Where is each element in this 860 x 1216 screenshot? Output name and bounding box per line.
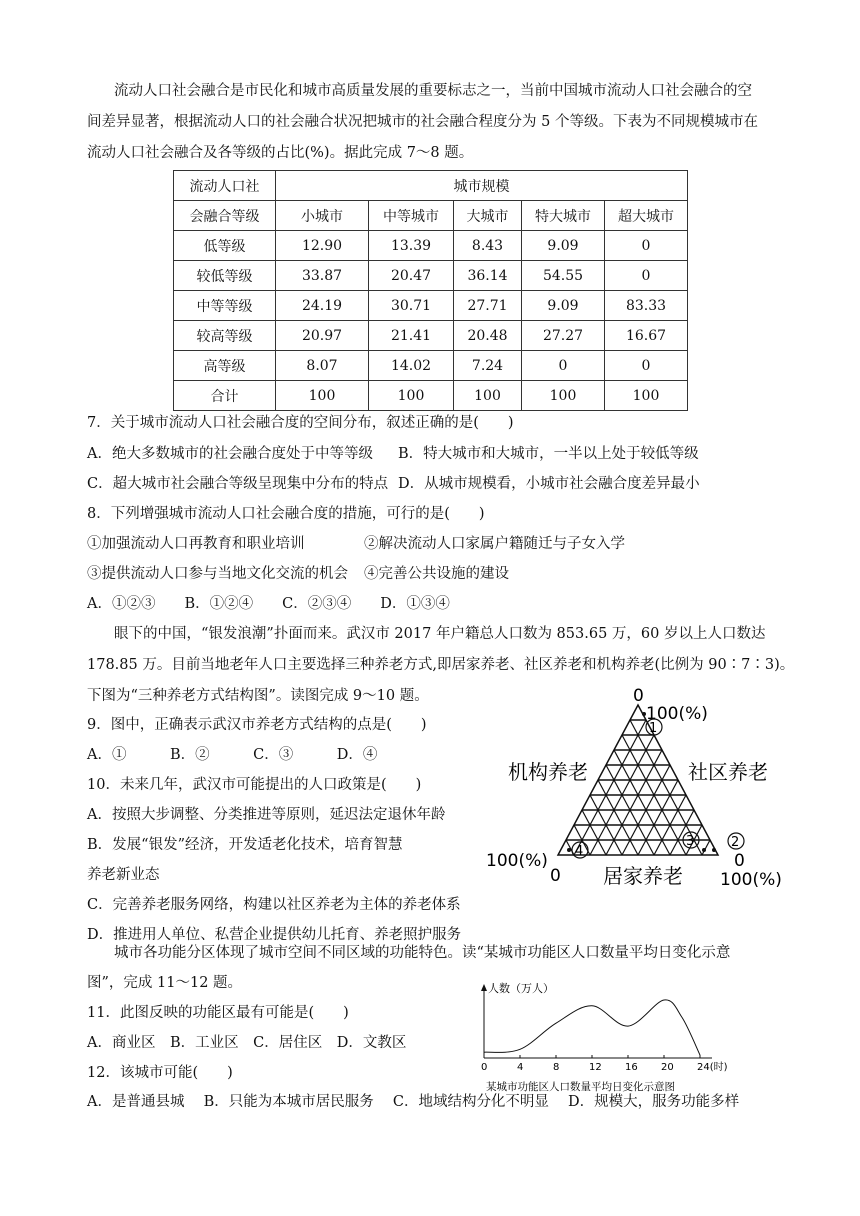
intro3-line1: 城市各功能分区体现了城市空间不同区域的功能特色。读“某城市功能区人口数量平均日变化示意 <box>114 945 731 961</box>
row-label: 较高等级 <box>174 321 276 351</box>
q10-option-b-cont: 养老新业态 <box>87 867 160 883</box>
integration-table <box>173 170 688 411</box>
x-tick-label: 12 <box>589 1062 602 1073</box>
cell: 0 <box>605 231 688 261</box>
point-1-label: 1 <box>649 721 658 736</box>
x-tick-label: 4 <box>517 1062 524 1073</box>
cell: 33.87 <box>276 261 369 291</box>
cell: 30.71 <box>369 291 454 321</box>
chart-ylabel: 人数（万人） <box>488 982 554 995</box>
row-label: 高等级 <box>174 351 276 381</box>
q8-options: A．①②③ B．①②④ C．②③④ D．①③④ <box>87 596 450 612</box>
cell: 14.02 <box>369 351 454 381</box>
q9-stem: 9．图中，正确表示武汉市养老方式结构的点是( ) <box>87 717 427 733</box>
cell: 16.67 <box>605 321 688 351</box>
cell: 0 <box>522 351 605 381</box>
cell: 9.09 <box>522 291 605 321</box>
q11-stem: 11．此图反映的功能区最有可能是( ) <box>87 1005 349 1021</box>
left-100-label: 100(%) <box>486 851 548 871</box>
q7-option-d: D．从城市规模看，小城市社会融合度差异最小 <box>398 476 700 492</box>
cell: 12.90 <box>276 231 369 261</box>
cell: 20.48 <box>454 321 522 351</box>
intro2-line1: 眼下的中国，“银发浪潮”扑面而来。武汉市 2017 年户籍总人口数为 853.65 万，60 岁以上人口数达 <box>114 626 766 642</box>
cell: 100 <box>522 381 605 411</box>
table-row <box>174 351 688 381</box>
table-row <box>174 291 688 321</box>
x-tick-label: 24(时) <box>697 1062 728 1073</box>
top-zero-label: 0 <box>633 686 644 706</box>
table-col-header: 大城市 <box>454 201 522 231</box>
q8-item-4: ④完善公共设施的建设 <box>364 566 509 582</box>
cell: 83.33 <box>605 291 688 321</box>
point-4-label: 4 <box>575 844 584 859</box>
table-col-header: 特大城市 <box>522 201 605 231</box>
q8-stem: 8．下列增强城市流动人口社会融合度的措施，可行的是( ) <box>87 506 485 522</box>
cell: 100 <box>276 381 369 411</box>
institution-label: 机构养老 <box>508 760 588 784</box>
cell: 27.71 <box>454 291 522 321</box>
point-3-dot <box>712 848 716 852</box>
x-tick-label: 20 <box>661 1062 674 1073</box>
point-2-label: 2 <box>731 835 740 850</box>
chart-caption: 某城市功能区人口数量平均日变化示意图 <box>486 1081 675 1093</box>
cell: 100 <box>369 381 454 411</box>
row-label: 较低等级 <box>174 261 276 291</box>
cell: 20.97 <box>276 321 369 351</box>
q11-options: A．商业区 B．工业区 C．居住区 D．文教区 <box>87 1035 407 1051</box>
cell: 100 <box>605 381 688 411</box>
intro1-line3: 流动人口社会融合及各等级的占比(%)。据此完成 7～8 题。 <box>87 145 474 161</box>
table-row <box>174 261 688 291</box>
q10-option-b: B．发展“银发”经济，开发适老化技术，培育智慧 <box>87 837 403 853</box>
cell: 9.09 <box>522 231 605 261</box>
q7-option-b: B．特大城市和大城市，一半以上处于较低等级 <box>398 446 699 462</box>
cell: 7.24 <box>454 351 522 381</box>
table-corner-bottom: 会融合等级 <box>174 201 276 231</box>
point-1-dot <box>642 712 646 716</box>
y-axis-arrow <box>481 984 487 991</box>
cell: 54.55 <box>522 261 605 291</box>
cell: 0 <box>605 351 688 381</box>
point-3-label: 3 <box>686 834 695 849</box>
row-label: 合计 <box>174 381 276 411</box>
cell: 27.27 <box>522 321 605 351</box>
q10-option-d: D．推进用人单位、私营企业提供幼儿托育、养老照护服务 <box>87 927 462 943</box>
cell: 8.43 <box>454 231 522 261</box>
q9-options: A．① B．② C．③ D．④ <box>87 747 378 763</box>
row-label: 中等等级 <box>174 291 276 321</box>
intro3-line2: 图”，完成 11～12 题。 <box>87 975 243 991</box>
q8-item-2: ②解决流动人口家属户籍随迁与子女入学 <box>364 536 625 552</box>
intro2-line3: 下图为“三种养老方式结构图”。读图完成 9～10 题。 <box>87 688 429 704</box>
table-row <box>174 231 688 261</box>
intro1-line2: 间差异显著，根据流动人口的社会融合状况把城市的社会融合程度分为 5 个等级。下表为不同规模城市在 <box>87 114 758 130</box>
ternary-diagram <box>478 683 788 893</box>
q12-stem: 12．该城市可能( ) <box>87 1065 233 1081</box>
point-4-dot <box>567 848 571 852</box>
row-label: 低等级 <box>174 231 276 261</box>
right-100-label: 100(%) <box>720 870 782 890</box>
community-label: 社区养老 <box>688 760 768 784</box>
table-row <box>174 381 688 411</box>
table-row <box>174 321 688 351</box>
point-2-dot <box>702 848 706 852</box>
population-curve <box>484 1000 700 1055</box>
population-line-chart <box>474 978 744 1096</box>
intro2-line2: 178.85 万。目前当地老年人口主要选择三种养老方式,即居家养老、社区养老和机构养老(比例为 90∶7∶3)。 <box>87 657 795 673</box>
table-col-header: 中等城市 <box>369 201 454 231</box>
q7-option-a: A．绝大多数城市的社会融合度处于中等等级 <box>87 446 373 462</box>
cell: 13.39 <box>369 231 454 261</box>
table-group-header: 城市规模 <box>276 171 688 201</box>
top-100-label: 100(%) <box>646 704 708 724</box>
q10-option-a: A．按照大步调整、分类推进等原则，延迟法定退休年龄 <box>87 807 446 823</box>
x-tick-label: 0 <box>481 1062 488 1073</box>
q7-stem: 7．关于城市流动人口社会融合度的空间分布，叙述正确的是( ) <box>87 415 514 431</box>
table-col-header: 小城市 <box>276 201 369 231</box>
q7-option-c: C．超大城市社会融合等级呈现集中分布的特点 <box>87 476 389 492</box>
x-tick-label: 8 <box>553 1062 560 1073</box>
x-tick-label: 16 <box>625 1062 638 1073</box>
intro1-line1: 流动人口社会融合是市民化和城市高质量发展的重要标志之一，当前中国城市流动人口社会融合的空 <box>114 83 752 99</box>
q10-stem: 10．未来几年，武汉市可能提出的人口政策是( ) <box>87 777 422 793</box>
q8-item-3: ③提供流动人口参与当地文化交流的机会 <box>87 566 348 582</box>
cell: 0 <box>605 261 688 291</box>
cell: 20.47 <box>369 261 454 291</box>
q8-item-1: ①加强流动人口再教育和职业培训 <box>87 536 305 552</box>
q10-option-c: C．完善养老服务网络，构建以社区养老为主体的养老体系 <box>87 897 461 913</box>
cell: 24.19 <box>276 291 369 321</box>
cell: 100 <box>454 381 522 411</box>
left-zero-label: 0 <box>550 866 561 886</box>
table-corner-top: 流动人口社 <box>174 171 276 201</box>
q12-options: A．是普通县城 B．只能为本城市居民服务 C．地域结构分化不明显 D．规模大，服务功能多样 <box>87 1094 740 1110</box>
cell: 8.07 <box>276 351 369 381</box>
cell: 21.41 <box>369 321 454 351</box>
home-label: 居家养老 <box>603 864 683 888</box>
right-zero-label: 0 <box>734 851 745 871</box>
table-col-header: 超大城市 <box>605 201 688 231</box>
cell: 36.14 <box>454 261 522 291</box>
